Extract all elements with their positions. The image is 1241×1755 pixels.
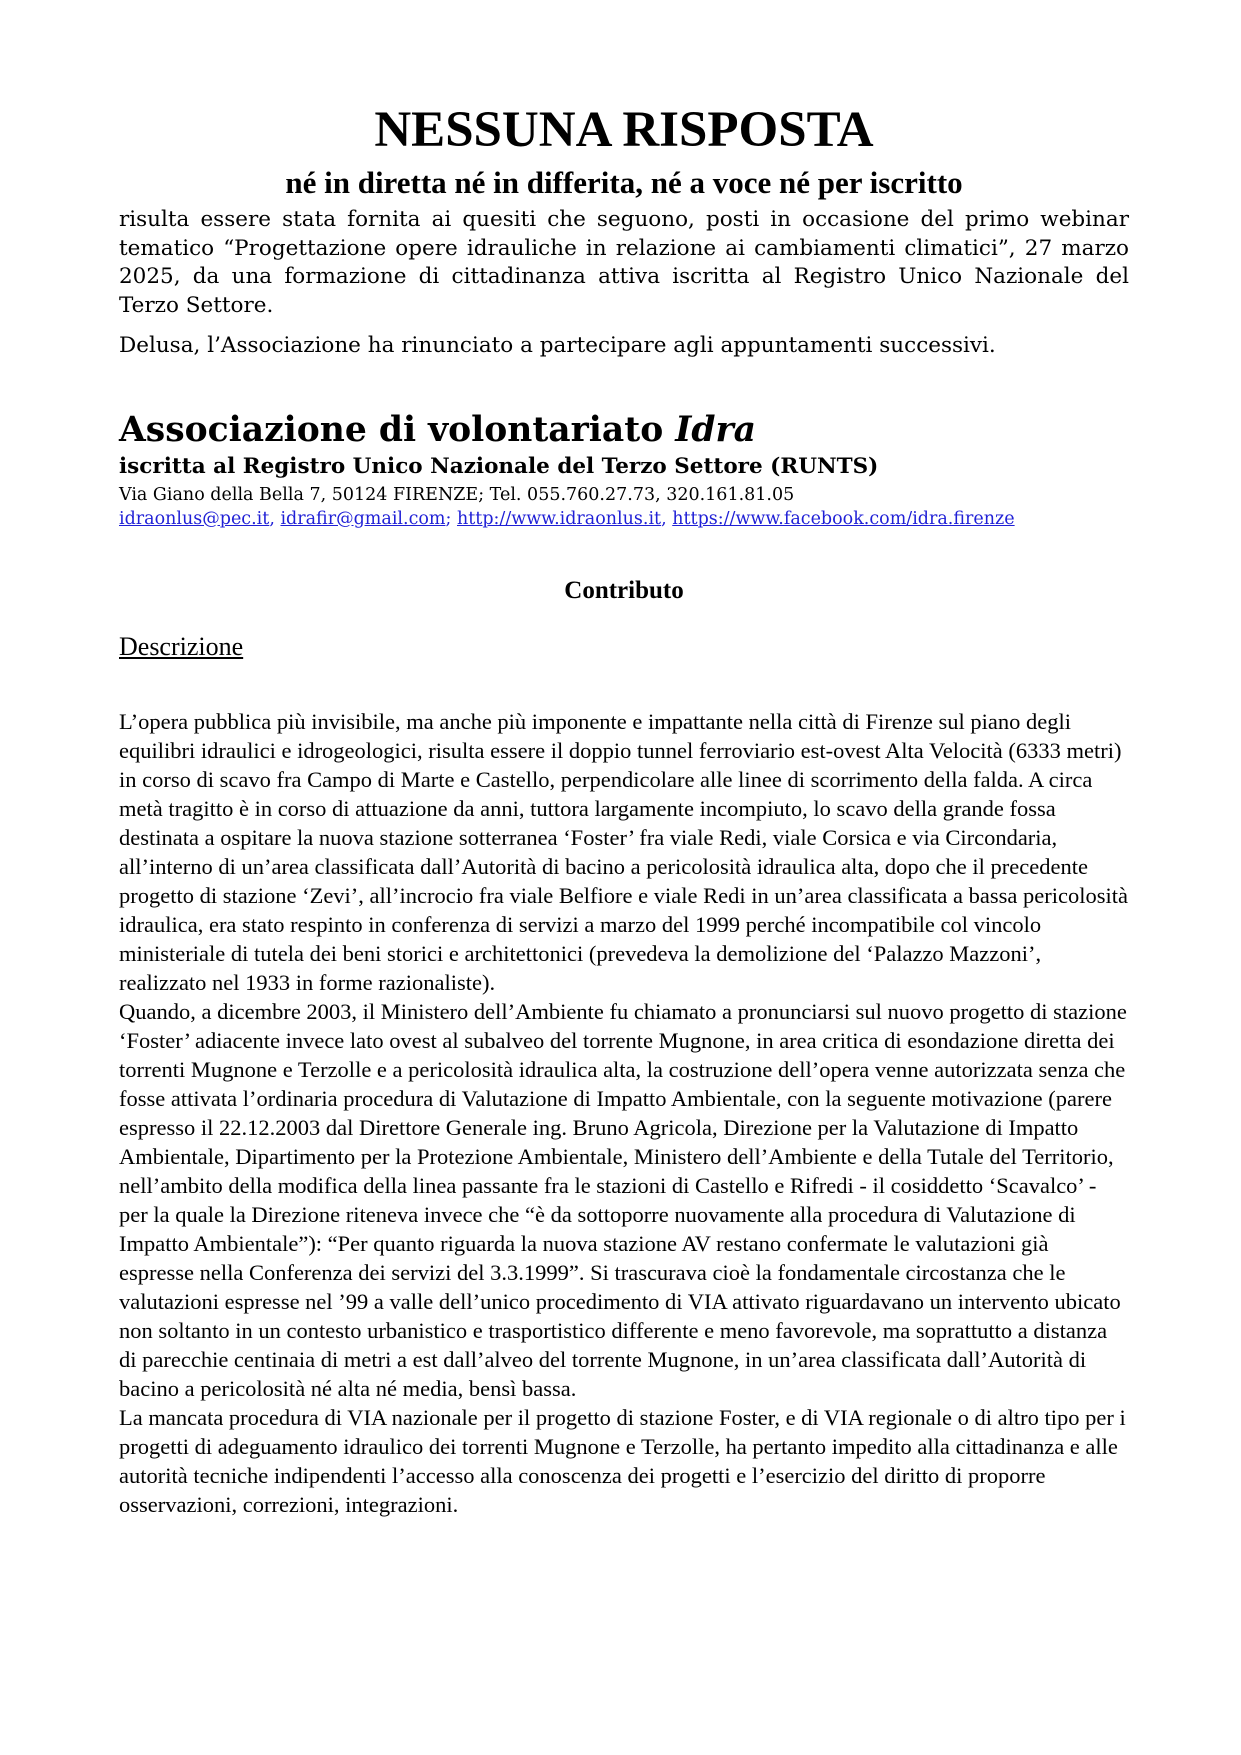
- association-name-italic: Idra: [675, 409, 757, 450]
- body-paragraph: Quando, a dicembre 2003, il Ministero dell’Ambiente fu chiamato a pronunciarsi sul nuovo progetto di stazione ‘Foster’ adiacente invece lato ovest al subalveo del torrente Mugnone, in area critica di esondazione diretta dei torrenti Mugnone e Terzolle e a pericolosità idraulica alta, la costruzione dell’opera venne autorizzata senza che fosse attivata l’ordinaria procedura di Valutazione di Impatto Ambientale, con la seguente motivazione (parere espresso il 22.12.2003 dal Direttore Generale ing. Bruno Agricola, Direzione per la Valutazione di Impatto Ambientale, Dipartimento per la Protezione Ambientale, Ministero dell’Ambiente e della Tutale del Territorio, nell’ambito della modifica della linea passante fra le stazioni di Castello e Rifredi - il cosiddetto ‘Scavalco’ - per la quale la Direzione riteneva invece che “è da sottoporre nuovamente alla procedura di Valutazione di Impatto Ambientale”): “Per quanto riguarda la nuova stazione AV restano confermate le valutazioni già espresse nella Conferenza dei servizi del 3.3.1999”. Si trascurava cioè la fondamentale circostanza che le valutazioni espresse nel ’99 a valle dell’unico procedimento di VIA attivato riguardavano un intervento ubicato non soltanto in un contesto urbanistico e trasportistico differente e meno favorevole, ma soprattutto a distanza di parecchie centinaia di metri a est dall’alveo del torrente Mugnone, in un’area classificata dall’Autorità di bacino a pericolosità né alta né media, bensì bassa.: [119, 998, 1127, 1401]
- association-name-prefix: Associazione di volontariato: [119, 409, 676, 450]
- link-website[interactable]: http://www.idraonlus.it: [456, 508, 662, 529]
- link-gmail-email[interactable]: idrafir@gmail.com: [280, 508, 446, 529]
- body-paragraph: L’opera pubblica più invisibile, ma anche più imponente e impattante nella città di Firenze sul piano degli equilibri idraulici e idrogeologici, risulta essere il doppio tunnel ferroviario est-ovest Alta Velocità (6333 metri) in corso di scavo fra Campo di Marte e Castello, perpendicolare alle linee di scorrimento della falda. A circa metà tragitto è in corso di attuazione da anni, tuttora largamente incompiuto, lo scavo della grande fossa destinata a ospitare la nuova stazione sotterranea ‘Foster’ fra viale Redi, viale Corsica e via Circondaria, all’interno di un’area classificata dall’Autorità di bacino a pericolosità idraulica alta, dopo che il precedente progetto di stazione ‘Zevi’, all’incrocio fra viale Belfiore e viale Redi in un’area classificata a bassa pericolosità idraulica, era stato respinto in conferenza di servizi a marzo del 1999 perché incompatibile col vincolo ministeriale di tutela dei beni storici e architettonici (prevedeva la demolizione del ‘Palazzo Mazzoni’, realizzato nel 1933 in forme razionaliste).: [119, 708, 1128, 995]
- document-page: [119, 100, 1129, 1519]
- intro-paragraph: risulta essere stata fornita ai quesiti che seguono, posti in occasione del primo webinar tematico “Progettazione opere idrauliche in relazione ai cambiamenti climatici”, 27 marzo 2025, da una formazione di cittadinanza attiva iscritta al Registro Unico Nazionale del Terzo Settore.: [119, 207, 1129, 318]
- link-separator: ,: [661, 508, 673, 529]
- link-separator: ;: [445, 508, 457, 529]
- subsection-title: Descrizione: [119, 631, 244, 661]
- link-separator: ,: [269, 508, 281, 529]
- association-name: [119, 409, 1129, 451]
- link-pec-email[interactable]: idraonlus@pec.it: [119, 508, 270, 529]
- body-text: [119, 707, 1129, 1519]
- association-registration: iscritta al Registro Unico Nazionale del Terzo Settore (RUNTS): [119, 453, 879, 479]
- link-facebook[interactable]: https://www.facebook.com/idra.firenze: [672, 508, 1015, 529]
- association-links: [119, 507, 1129, 531]
- intro-note: Delusa, l’Associazione ha rinunciato a partecipare agli appuntamenti successivi.: [119, 333, 996, 358]
- association-address: Via Giano della Bella 7, 50124 FIRENZE; Tel. 055.760.27.73, 320.161.81.05: [119, 484, 795, 505]
- page-title: NESSUNA RISPOSTA: [374, 102, 874, 158]
- body-paragraph: La mancata procedura di VIA nazionale per il progetto di stazione Foster, e di VIA regionale o di altro tipo per i progetti di adeguamento idraulico dei torrenti Mugnone e Terzolle, ha pertanto impedito alla cittadinanza e alle autorità tecniche indipendenti l’accesso alla conoscenza dei progetti e l’esercizio del diritto di proporre osservazioni, correzioni, integrazioni.: [119, 1404, 1126, 1517]
- page-subtitle: né in diretta né in differita, né a voce né per iscritto: [285, 165, 963, 200]
- section-title: Contributo: [564, 576, 684, 604]
